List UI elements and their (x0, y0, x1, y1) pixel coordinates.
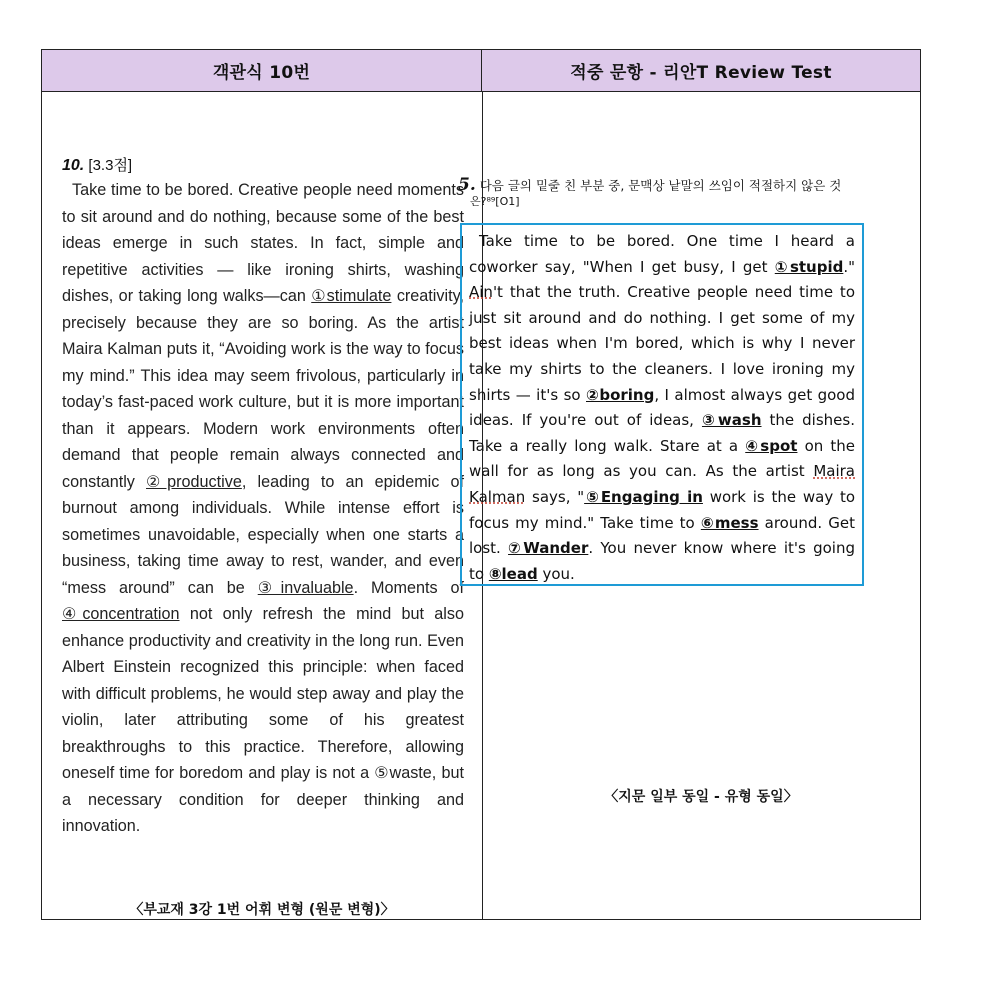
right-underlined-6: ⑥mess (700, 513, 759, 532)
right-dotted-word: Ain (469, 283, 493, 302)
left-underlined-3: ③invaluable (257, 578, 354, 597)
left-passage-text: . Moments of (353, 578, 464, 597)
right-passage-text: 't that the truth. Creative people need time to just sit around and do nothing. I get some of my best ideas when I'm bored, which is why I never take my shirts to the cleaners. I love ironing my shirts — it's so (469, 283, 855, 404)
left-underlined-1: ①stimulate (311, 287, 392, 305)
right-question-prompt (458, 177, 868, 210)
left-underlined-2: ②productive (146, 472, 242, 491)
right-underlined-7: ⑦Wander (508, 539, 589, 558)
right-question-text: 다음 글의 밑줄 친 부분 중, 문맥상 낱말의 쓰임이 적절하지 않은 것 (479, 178, 842, 193)
left-passage (62, 177, 464, 840)
left-question-heading (62, 154, 132, 175)
right-passage-text: , I almost always get good ideas. If you're out of ideas, (469, 385, 856, 430)
right-column-header: 적중 문항 - 리안T Review Test (482, 50, 920, 92)
left-passage-text: Take time to be bored. Creative people need moments to sit around and do nothing, because some of the best ideas emerge in such states. In fact, simple and repetitive activities — like ironing shirts, washing dishes, or taking long walks—can (62, 181, 464, 305)
right-passage-text: Take time to be bored. One time I heard a coworker say, "When I get busy, I get (469, 232, 855, 276)
right-underlined-1: ①stupid (774, 257, 844, 276)
left-caption: 〈부교재 3강 1번 어휘 변형 (원문 변형)〉 (129, 902, 395, 918)
right-underlined-8: ⑧lead (488, 564, 538, 583)
right-passage-box (460, 223, 864, 586)
right-caption: 〈지문 일부 동일 - 유형 동일〉 (604, 789, 798, 805)
left-underlined-4: ④concentration (62, 605, 180, 623)
right-underlined-5: ⑤Engaging in (584, 487, 703, 506)
left-passage-text: not only refresh the mind but also enhance productivity and creativity in the long run. Even Albert Einstein recognized this principle: when faced with difficult problems, he would step away and play the violin, later attributing some of his greatest breakthroughs to this practice. Therefore, allowing oneself time for boredom and play is not a ⑤waste, but a necessary condition for deeper thinking and innovation. (62, 605, 464, 835)
right-passage-text: . You never know where it's going to (469, 539, 855, 583)
right-passage-text: the dishes. Take a really long walk. Stare at a (469, 411, 855, 455)
left-passage-text: , leading to an epidemic of burnout among individuals. While intense effort is sometimes unavoidable, especially when one starts a business, taking time away to rest, wander, and even “mess around” can be (62, 472, 464, 597)
left-column-header: 객관식 10번 (42, 50, 482, 92)
right-dotted-name: Maira Kalman (469, 462, 855, 506)
right-underlined-2: ②boring (586, 385, 655, 404)
right-passage-text: ." (843, 257, 856, 276)
right-underlined-3: ③wash (701, 411, 762, 430)
right-passage-text: on the wall for as long as you can. As the artist (469, 436, 855, 481)
right-question-text-2: 은?⁸⁹[O1] (470, 195, 520, 208)
right-passage-text: work is the way to focus my mind." Take time to (469, 487, 856, 532)
right-question-number: 5. (458, 175, 476, 195)
left-question-points: [3.3점] (88, 157, 133, 174)
left-question-number: 10. (62, 157, 85, 174)
left-passage-text: creativity, precisely because they are so boring. As the artist Maira Kalman puts it, “Avoiding work is the way to focus my mind.” This idea may seem frivolous, particularly in today’s fast-paced work culture, but it is more important than it appears. Modern work environments often demand that people remain always connected and constantly (62, 287, 464, 491)
right-passage-text: says, " (525, 487, 585, 506)
right-passage-text: around. Get lost. (469, 513, 855, 558)
right-passage-text: you. (537, 564, 575, 583)
right-underlined-4: ④spot (745, 436, 798, 455)
